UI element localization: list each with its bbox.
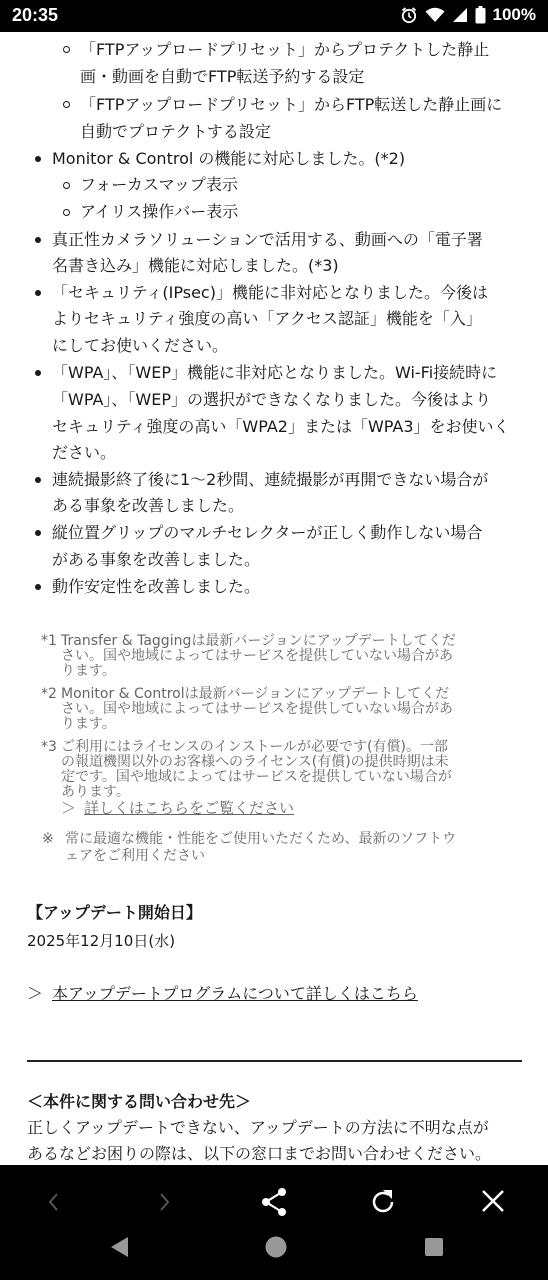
close-icon[interactable]: [481, 1189, 505, 1213]
sub-bullet-marker: [63, 101, 70, 108]
sub-item-text: 「FTPアップロードプリセット」からプロテクトした静止: [80, 40, 490, 59]
sub-item-text: 「FTPアップロードプリセット」からFTP転送した静止画に: [80, 95, 503, 114]
status-time: 20:35: [12, 5, 59, 25]
sub-item-text: 画・動画を自動でFTP転送予約する設定: [80, 67, 365, 86]
reload-icon[interactable]: [369, 1188, 397, 1216]
update-start-date: 2025年12月10日(水): [27, 932, 176, 950]
footnote-text: Transfer & Taggingは最新バージョンにアップデートしてくだ: [61, 633, 456, 649]
bullet-text: セキュリティ強度の高い「WPA2」または「WPA3」をお使いく: [52, 417, 510, 436]
footnote-mark: *3: [41, 739, 57, 755]
battery-icon: [475, 6, 486, 24]
bullet-text: 縦位置グリップのマルチセレクターが正しく動作しない場合: [52, 523, 483, 542]
bullet-marker: [35, 290, 41, 296]
footnote-text: ります。: [61, 716, 116, 732]
bullet-text: 動作安定性を改善しました。: [52, 577, 261, 596]
sub-item-text: 自動でプロテクトする設定: [80, 122, 271, 141]
bullet-text: 真正性カメラソリューションで活用する、動画への「電子署: [52, 230, 483, 249]
contact-text: 正しくアップデートできない、アップデートの方法に不明な点が: [27, 1118, 489, 1137]
footnote-text: Monitor & Controlは最新バージョンにアップデートしてくだ: [61, 686, 450, 702]
bullet-text: 「セキュリティ(IPsec)」機能に非対応となりました。今後は: [52, 283, 488, 302]
bottom-navigation: [0, 1165, 548, 1280]
bullet-marker: [35, 477, 41, 483]
contact-heading: ＜本件に関する問い合わせ先＞: [27, 1092, 252, 1111]
forward-arrow-icon[interactable]: [157, 1192, 171, 1212]
bullet-text: Monitor & Control の機能に対応しました。(*2): [52, 149, 406, 168]
recommend-note-text: 常に最適な機能・性能をご使用いただくため、最新のソフトウ: [65, 831, 457, 847]
sub-bullet-marker: [63, 209, 70, 216]
nav-home-icon[interactable]: [264, 1235, 288, 1259]
footnote-text: ります。: [61, 663, 116, 679]
footnote-text: さい。国や地域によってはサービスを提供していない場合があ: [61, 701, 453, 717]
update-start-heading: 【アップデート開始日】: [27, 903, 202, 922]
signal-icon: [452, 7, 468, 23]
details-link[interactable]: 詳しくはこちらをご覧ください: [84, 799, 295, 817]
bullet-text: 名書き込み」機能に対応しました。(*3): [52, 256, 339, 275]
bullet-text: 「WPA」、「WEP」の選択ができなくなりました。今後はより: [52, 390, 491, 409]
bullet-marker: [35, 530, 41, 536]
share-icon[interactable]: [260, 1187, 288, 1217]
status-bar: [0, 0, 548, 32]
bullet-marker: [35, 156, 41, 162]
contact-text: あるなどお困りの際は、以下の窓口までお問い合わせください。: [27, 1144, 492, 1163]
details-link-arrow: ＞: [61, 799, 77, 817]
sub-item-text: フォーカスマップ表示: [80, 175, 238, 194]
web-page-content: [0, 32, 548, 1165]
footnote-mark: *2: [41, 686, 57, 702]
bullet-marker: [35, 370, 41, 376]
recommend-note-text: ェアをご利用ください: [65, 848, 205, 864]
alarm-icon: [400, 6, 418, 24]
section-divider: [27, 1060, 522, 1062]
bullet-text: よりセキュリティ強度の高い「アクセス認証」機能を「入」: [52, 309, 482, 328]
footnote-text: 定です。国や地域によってはサービスを提供していない場合が: [61, 769, 452, 785]
nav-recents-icon[interactable]: [424, 1237, 444, 1257]
bullet-marker: [35, 584, 41, 590]
wifi-icon: [425, 7, 445, 23]
bullet-text: 連続撮影終了後に1～2秒間、連続撮影が再開できない場合が: [52, 470, 489, 489]
battery-level: 100%: [492, 5, 536, 24]
sub-bullet-marker: [63, 182, 70, 189]
bullet-text: ある事象を改善しました。: [52, 496, 245, 515]
recommend-note-mark: ※: [42, 831, 54, 847]
bullet-text: ださい。: [52, 443, 117, 462]
footnote-text: ご利用にはライセンスのインストールが必要です(有償)。一部: [61, 739, 448, 755]
bullet-text: 「WPA」、「WEP」機能に非対応となりました。Wi-Fi接続時に: [52, 363, 498, 382]
bullet-marker: [35, 237, 41, 243]
bullet-text: がある事象を改善しました。: [52, 550, 261, 569]
footnote-mark: *1: [41, 633, 57, 649]
nav-back-icon[interactable]: [108, 1235, 130, 1259]
back-arrow-icon[interactable]: [47, 1192, 61, 1212]
footnote-text: あります。: [61, 784, 130, 800]
sub-bullet-marker: [63, 46, 70, 53]
footnote-text: さい。国や地域によってはサービスを提供していない場合があ: [61, 648, 453, 664]
program-details-link[interactable]: 本アップデートプログラムについて詳しくはこちら: [52, 984, 418, 1003]
program-link-arrow: ＞: [27, 984, 44, 1003]
footnote-text: の報道機関以外のお客様へのライセンス(有償)の提供時期は未: [61, 754, 449, 770]
sub-item-text: アイリス操作バー表示: [80, 202, 239, 221]
bullet-text: にしてお使いください。: [52, 336, 229, 355]
